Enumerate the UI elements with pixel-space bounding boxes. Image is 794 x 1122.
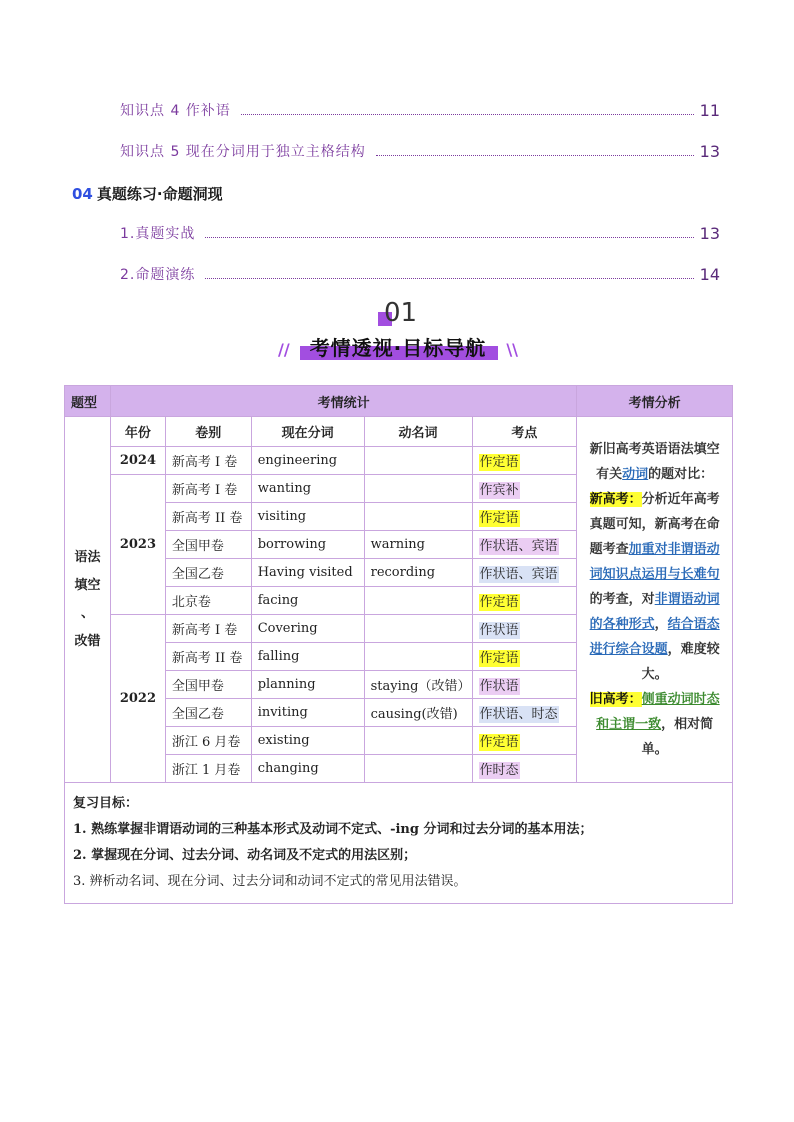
subheader-gerund: 动名词 xyxy=(364,417,472,447)
toc-section-heading[interactable] xyxy=(72,183,223,204)
toc-leader xyxy=(205,237,694,238)
toc-page: 13 xyxy=(699,223,720,243)
toc-label: 1.真题实战 xyxy=(120,226,196,242)
subheader-present: 现在分词 xyxy=(251,417,364,447)
toc-item[interactable] xyxy=(120,222,720,244)
toc-page: 11 xyxy=(699,100,720,120)
point-badge: 作定语 xyxy=(479,595,519,610)
point-badge: 作定语 xyxy=(479,735,519,750)
goal-item: 2. 掌握现在分词、过去分词、动名词及不定式的用法区别； xyxy=(73,848,417,863)
table-row: 浙江 6 月卷 existing 作定语 xyxy=(65,727,733,755)
point-badge: 作定语 xyxy=(479,455,519,470)
table-row: 全国乙卷 Having visited recording 作状语、宾语 xyxy=(65,559,733,587)
header-analysis: 考情分析 xyxy=(577,386,733,417)
new-exam-label: 新高考： xyxy=(589,492,642,507)
table-row: 北京卷 facing 作定语 xyxy=(65,587,733,615)
banner-left-mark: // xyxy=(278,340,290,359)
toc-page: 14 xyxy=(699,264,720,284)
toc-label: 知识点 4 作补语 xyxy=(120,103,231,119)
table-row: 全国乙卷 inviting causing(改错) 作状语、时态 xyxy=(65,699,733,727)
toc-item[interactable] xyxy=(120,99,720,121)
year-cell: 2022 xyxy=(110,615,165,783)
goal-item: 3. 辨析动名词、现在分词、过去分词和动词不定式的常见用法错误。 xyxy=(73,874,467,889)
point-badge: 作状语 xyxy=(479,679,519,694)
toc-item[interactable] xyxy=(120,140,720,162)
table-row: 2023 新高考 I 卷 wanting 作宾补 xyxy=(65,475,733,503)
toc-leader xyxy=(205,278,694,279)
point-badge: 作状语、宾语 xyxy=(479,539,558,554)
point-badge: 作状语 xyxy=(479,623,519,638)
toc-label: 知识点 5 现在分词用于独立主格结构 xyxy=(120,144,366,160)
point-badge: 作定语 xyxy=(479,651,519,666)
toc-page: 13 xyxy=(699,141,720,161)
toc-label: 2.命题演练 xyxy=(120,267,196,283)
year-cell: 2023 xyxy=(110,475,165,615)
point-badge: 作状语、宾语 xyxy=(479,567,558,582)
subheader-paper: 卷别 xyxy=(165,417,251,447)
table-row: 全国甲卷 planning staying（改错） 作状语 xyxy=(65,671,733,699)
point-badge: 作状语、时态 xyxy=(479,707,558,722)
old-exam-label: 旧高考： xyxy=(589,692,642,707)
point-badge: 作宾补 xyxy=(479,483,519,498)
toc-item[interactable] xyxy=(120,263,720,285)
review-goals xyxy=(65,783,733,904)
section-number: 04 xyxy=(72,185,93,203)
banner-title-text: 考情透视·目标导航 xyxy=(309,336,487,360)
point-badge: 作时态 xyxy=(479,763,519,778)
goal-item: 1. 熟练掌握非谓语动词的三种基本形式及动词不定式、-ing 分词和过去分词的基本用法； xyxy=(73,822,593,837)
exam-analysis-table xyxy=(64,385,733,904)
section-title: 真题练习·命题洞现 xyxy=(96,185,223,203)
toc-leader xyxy=(376,155,694,156)
header-stats: 考情统计 xyxy=(110,386,576,417)
year-cell: 2024 xyxy=(110,447,165,475)
table-row: 2024 新高考 I 卷 engineering 作定语 xyxy=(65,447,733,475)
section-banner-title xyxy=(278,332,518,364)
type-cell: 语法 填空 、 改错 xyxy=(65,417,111,783)
section-banner-number: 01 xyxy=(378,298,438,332)
subheader-year: 年份 xyxy=(110,417,165,447)
analysis-cell: 新旧高考英语语法填空有关动词的题对比： 新高考：分析近年高考真题可知，新高考在命题考查加重对非谓语动词知识点运用与长难句的考查，对非谓语动词的各种形式，结合语态进行综合设题，难度较大。 旧高考：侧重动词时态和主谓一致，相对简单。 xyxy=(577,417,733,783)
table-row: 浙江 1 月卷 changing 作时态 xyxy=(65,755,733,783)
goals-title: 复习目标： xyxy=(73,796,139,811)
table-row: 新高考 II 卷 visiting 作定语 xyxy=(65,503,733,531)
banner-right-mark: \\ xyxy=(506,340,518,359)
table-row: 新高考 II 卷 falling 作定语 xyxy=(65,643,733,671)
toc-leader xyxy=(241,114,694,115)
point-badge: 作定语 xyxy=(479,511,519,526)
table-row: 2022 新高考 I 卷 Covering 作状语 xyxy=(65,615,733,643)
header-type: 题型 xyxy=(65,386,111,417)
subheader-point: 考点 xyxy=(472,417,577,447)
table-row: 全国甲卷 borrowing warning 作状语、宾语 xyxy=(65,531,733,559)
